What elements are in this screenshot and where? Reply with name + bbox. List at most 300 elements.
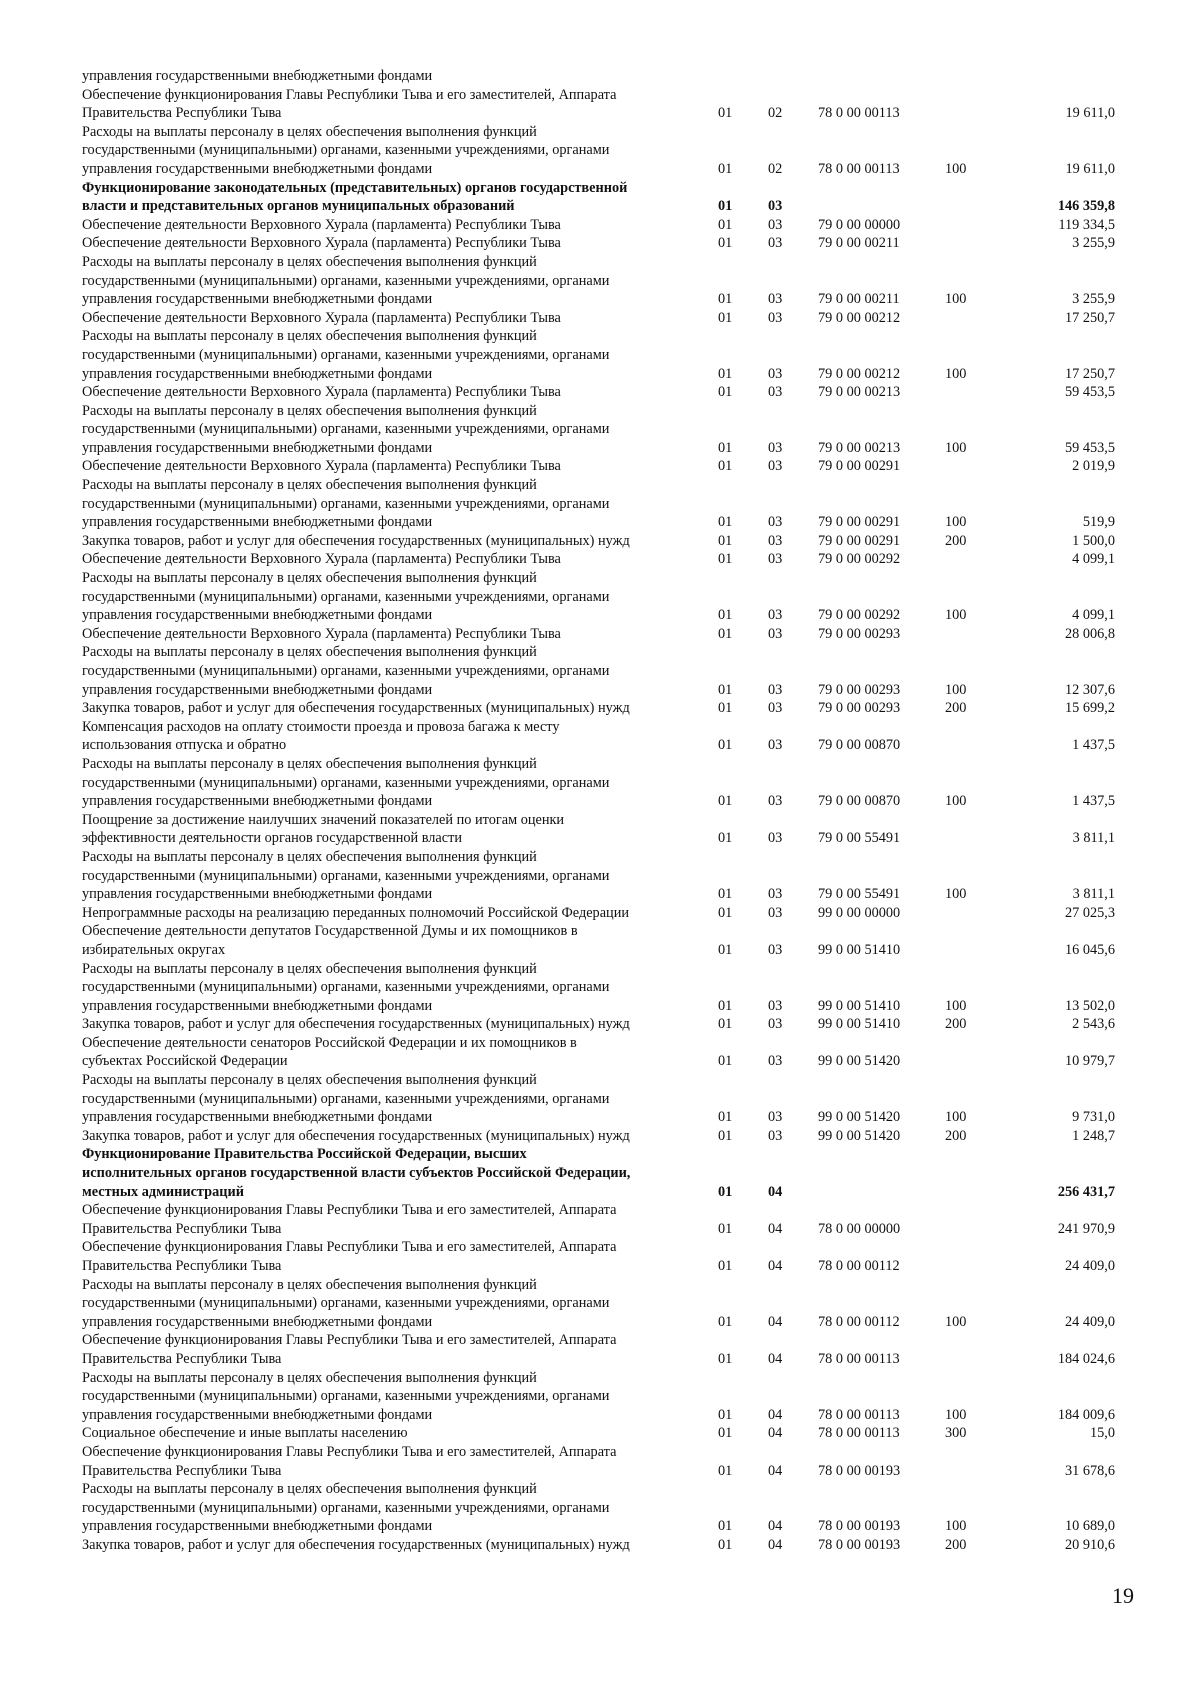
table-row: [82, 811, 1132, 830]
row-target-article-cell: 79 0 00 00000: [818, 216, 901, 233]
row-name-cell: Поощрение за достижение наилучших значений показателей по итогам оценки: [82, 811, 565, 828]
row-amount-cell: 31 678,6: [1064, 1462, 1115, 1479]
row-subsection-cell: 03: [768, 941, 783, 958]
table-row: [82, 1127, 1132, 1146]
row-target-article-cell: 79 0 00 55491: [818, 830, 901, 847]
row-name-cell: Компенсация расходов на оплату стоимости проезда и провоза багажа к месту: [82, 718, 560, 735]
table-row: [82, 1201, 1132, 1220]
row-name-cell: Правительства Республики Тыва: [82, 1220, 282, 1237]
row-subsection-cell: 04: [768, 1183, 783, 1200]
row-amount-cell: 256 431,7: [1057, 1183, 1115, 1200]
row-name-cell: Функционирование Правительства Российской Федерации, высших: [82, 1146, 527, 1163]
row-section-cell: 01: [718, 551, 733, 568]
row-subsection-cell: 03: [768, 607, 783, 624]
row-section-cell: 01: [718, 1220, 733, 1237]
row-section-cell: 01: [718, 309, 733, 326]
row-target-article-cell: 79 0 00 00293: [818, 700, 901, 717]
row-name-cell: Обеспечение деятельности депутатов Государственной Думы и их помощников в: [82, 923, 578, 940]
row-name-cell: Расходы на выплаты персоналу в целях обеспечения выполнения функций: [82, 644, 537, 661]
row-expense-type-cell: 100: [945, 439, 967, 456]
row-name-cell: управления государственными внебюджетными фондами: [82, 439, 433, 456]
row-section-cell: 01: [718, 830, 733, 847]
row-section-cell: 01: [718, 514, 733, 531]
table-row: [82, 1071, 1132, 1090]
row-name-cell: государственными (муниципальными) органами, казенными учреждениями, органами: [82, 495, 610, 512]
row-section-cell: 01: [718, 1313, 733, 1330]
table-row: [82, 885, 1132, 904]
row-name-cell: Закупка товаров, работ и услуг для обеспечения государственных (муниципальных) нужд: [82, 532, 630, 549]
row-section-cell: 01: [718, 700, 733, 717]
table-row: [82, 867, 1132, 886]
table-row: [82, 86, 1132, 105]
row-subsection-cell: 03: [768, 216, 783, 233]
row-target-article-cell: 79 0 00 00213: [818, 384, 901, 401]
row-subsection-cell: 03: [768, 886, 783, 903]
row-name-cell: государственными (муниципальными) органами, казенными учреждениями, органами: [82, 1295, 610, 1312]
row-expense-type-cell: 200: [945, 1016, 967, 1033]
row-subsection-cell: 03: [768, 1016, 783, 1033]
row-name-cell: использования отпуска и обратно: [82, 737, 287, 754]
row-name-cell: Правительства Республики Тыва: [82, 1258, 282, 1274]
row-target-article-cell: 99 0 00 51420: [818, 1127, 901, 1144]
table-row: [82, 1536, 1132, 1555]
row-name-cell: государственными (муниципальными) органами, казенными учреждениями, органами: [82, 346, 610, 363]
row-subsection-cell: 03: [768, 235, 783, 252]
table-row: [82, 978, 1132, 997]
row-amount-cell: 12 307,6: [1064, 681, 1115, 698]
row-name-cell: Правительства Республики Тыва: [82, 1350, 282, 1367]
row-subsection-cell: 04: [768, 1536, 783, 1553]
row-subsection-cell: 04: [768, 1425, 783, 1442]
row-target-article-cell: 78 0 00 00112: [818, 1313, 900, 1330]
table-row: [82, 625, 1132, 644]
table-row: [82, 1369, 1132, 1388]
table-row: [82, 197, 1132, 216]
row-expense-type-cell: 100: [945, 793, 967, 810]
table-row: [82, 1108, 1132, 1127]
row-name-cell: управления государственными внебюджетными фондами: [82, 886, 433, 903]
row-amount-cell: 519,9: [1082, 514, 1115, 531]
row-amount-cell: 1 437,5: [1072, 793, 1115, 810]
table-row: [82, 774, 1132, 793]
row-subsection-cell: 03: [768, 737, 783, 754]
row-name-cell: Обеспечение функционирования Главы Республики Тыва и его заместителей, Аппарата: [82, 1443, 617, 1460]
row-section-cell: 01: [718, 1518, 733, 1535]
row-section-cell: 01: [718, 1406, 733, 1423]
table-row: [82, 699, 1132, 718]
row-subsection-cell: 03: [768, 1053, 783, 1070]
row-section-cell: 01: [718, 1127, 733, 1144]
row-name-cell: управления государственными внебюджетными фондами: [82, 365, 433, 382]
row-name-cell: Расходы на выплаты персоналу в целях обеспечения выполнения функций: [82, 1369, 537, 1386]
row-name-cell: государственными (муниципальными) органами, казенными учреждениями, органами: [82, 774, 610, 791]
row-subsection-cell: 03: [768, 532, 783, 549]
row-section-cell: 01: [718, 625, 733, 642]
row-amount-cell: 13 502,0: [1064, 997, 1115, 1014]
table-row: [82, 179, 1132, 198]
row-name-cell: Расходы на выплаты персоналу в целях обеспечения выполнения функций: [82, 253, 537, 270]
row-name-cell: Обеспечение деятельности Верховного Хурала (парламента) Республики Тыва: [82, 309, 561, 326]
table-row: [82, 755, 1132, 774]
table-row: [82, 383, 1132, 402]
row-subsection-cell: 04: [768, 1462, 783, 1479]
row-section-cell: 01: [718, 941, 733, 958]
row-name-cell: управления государственными внебюджетными фондами: [82, 681, 433, 698]
row-subsection-cell: 03: [768, 551, 783, 568]
row-expense-type-cell: 100: [945, 160, 967, 177]
row-name-cell: Обеспечение деятельности Верховного Хурала (парламента) Республики Тыва: [82, 625, 561, 642]
row-amount-cell: 3 255,9: [1072, 235, 1115, 252]
row-name-cell: государственными (муниципальными) органами, казенными учреждениями, органами: [82, 867, 610, 884]
row-expense-type-cell: 100: [945, 607, 967, 624]
row-name-cell: Закупка товаров, работ и услуг для обеспечения государственных (муниципальных) нужд: [82, 1016, 630, 1033]
row-name-cell: Расходы на выплаты персоналу в целях обеспечения выполнения функций: [82, 1276, 537, 1293]
row-expense-type-cell: 100: [945, 365, 967, 382]
row-name-cell: государственными (муниципальными) органами, казенными учреждениями, органами: [82, 1090, 610, 1107]
row-name-cell: управления государственными внебюджетными фондами: [82, 997, 433, 1014]
row-subsection-cell: 03: [768, 458, 783, 475]
table-row: [82, 1350, 1132, 1369]
table-row: [82, 1052, 1132, 1071]
row-section-cell: 01: [718, 1536, 733, 1553]
row-subsection-cell: 02: [768, 105, 783, 122]
row-target-article-cell: 79 0 00 00293: [818, 681, 901, 698]
row-target-article-cell: 99 0 00 51420: [818, 1053, 901, 1070]
row-name-cell: Обеспечение деятельности Верховного Хурала (парламента) Республики Тыва: [82, 551, 561, 568]
row-section-cell: 01: [718, 997, 733, 1014]
row-name-cell: Закупка товаров, работ и услуг для обеспечения государственных (муниципальных) нужд: [82, 700, 630, 717]
row-name-cell: Расходы на выплаты персоналу в целях обеспечения выполнения функций: [82, 960, 537, 977]
row-subsection-cell: 03: [768, 514, 783, 531]
row-expense-type-cell: 100: [945, 1313, 967, 1330]
row-subsection-cell: 03: [768, 291, 783, 308]
table-row: [82, 327, 1132, 346]
row-subsection-cell: 03: [768, 997, 783, 1014]
row-expense-type-cell: 200: [945, 532, 967, 549]
row-subsection-cell: 03: [768, 384, 783, 401]
row-name-cell: Расходы на выплаты персоналу в целях обеспечения выполнения функций: [82, 1481, 537, 1498]
table-row: [82, 922, 1132, 941]
row-amount-cell: 184 009,6: [1057, 1406, 1115, 1423]
row-name-cell: Обеспечение функционирования Главы Республики Тыва и его заместителей, Аппарата: [82, 1332, 617, 1349]
row-amount-cell: 24 409,0: [1064, 1313, 1115, 1330]
row-subsection-cell: 04: [768, 1258, 783, 1274]
row-expense-type-cell: 300: [945, 1425, 967, 1442]
row-subsection-cell: 03: [768, 439, 783, 456]
row-target-article-cell: 78 0 00 00113: [818, 1406, 900, 1423]
row-amount-cell: 17 250,7: [1064, 309, 1115, 326]
row-name-cell: Обеспечение деятельности Верховного Хурала (парламента) Республики Тыва: [82, 384, 561, 401]
row-expense-type-cell: 100: [945, 514, 967, 531]
row-target-article-cell: 78 0 00 00113: [818, 160, 900, 177]
row-amount-cell: 24 409,0: [1064, 1258, 1115, 1274]
row-amount-cell: 241 970,9: [1057, 1220, 1115, 1237]
row-subsection-cell: 03: [768, 625, 783, 642]
row-amount-cell: 10 979,7: [1064, 1053, 1115, 1070]
table-row: [82, 829, 1132, 848]
row-subsection-cell: 03: [768, 198, 783, 215]
row-target-article-cell: 79 0 00 00870: [818, 737, 901, 754]
row-target-article-cell: 78 0 00 00113: [818, 1350, 900, 1367]
row-amount-cell: 27 025,3: [1064, 904, 1115, 921]
row-name-cell: управления государственными внебюджетными фондами: [82, 607, 433, 624]
row-amount-cell: 2 019,9: [1072, 458, 1115, 475]
row-amount-cell: 10 689,0: [1064, 1518, 1115, 1535]
table-row: [82, 1090, 1132, 1109]
row-section-cell: 01: [718, 105, 733, 122]
table-row: [82, 1238, 1132, 1257]
row-amount-cell: 28 006,8: [1064, 625, 1115, 642]
row-expense-type-cell: 100: [945, 291, 967, 308]
row-amount-cell: 3 811,1: [1072, 830, 1115, 847]
row-section-cell: 01: [718, 160, 733, 177]
row-amount-cell: 9 731,0: [1072, 1109, 1115, 1126]
row-target-article-cell: 79 0 00 00291: [818, 532, 901, 549]
table-row: [82, 681, 1132, 700]
table-row: [82, 1480, 1132, 1499]
row-subsection-cell: 03: [768, 830, 783, 847]
row-subsection-cell: 04: [768, 1406, 783, 1423]
table-row: [82, 1015, 1132, 1034]
table-row: [82, 234, 1132, 253]
row-name-cell: Обеспечение деятельности Верховного Хурала (парламента) Республики Тыва: [82, 458, 561, 475]
table-row: [82, 569, 1132, 588]
table-row: [82, 792, 1132, 811]
row-expense-type-cell: 100: [945, 1109, 967, 1126]
row-name-cell: Обеспечение деятельности Верховного Хурала (парламента) Республики Тыва: [82, 235, 561, 252]
row-name-cell: Функционирование законодательных (представительных) органов государственной: [82, 179, 628, 196]
row-name-cell: Социальное обеспечение и иные выплаты населению: [82, 1425, 408, 1442]
row-section-cell: 01: [718, 458, 733, 475]
row-section-cell: 01: [718, 384, 733, 401]
row-name-cell: Обеспечение деятельности сенаторов Российской Федерации и их помощников в: [82, 1034, 577, 1051]
row-subsection-cell: 03: [768, 1127, 783, 1144]
row-section-cell: 01: [718, 1258, 733, 1274]
row-subsection-cell: 03: [768, 681, 783, 698]
row-target-article-cell: 78 0 00 00000: [818, 1220, 901, 1237]
row-name-cell: Расходы на выплаты персоналу в целях обеспечения выполнения функций: [82, 402, 537, 419]
row-name-cell: местных администраций: [82, 1183, 244, 1200]
row-target-article-cell: 78 0 00 00193: [818, 1462, 901, 1479]
budget-table: [82, 67, 1132, 1555]
row-name-cell: власти и представительных органов муниципальных образований: [82, 198, 515, 215]
row-target-article-cell: 99 0 00 51420: [818, 1109, 901, 1126]
row-name-cell: управления государственными внебюджетными фондами: [82, 1406, 433, 1423]
table-row: [82, 997, 1132, 1016]
table-row: [82, 643, 1132, 662]
table-row: [82, 960, 1132, 979]
row-subsection-cell: 03: [768, 309, 783, 326]
row-name-cell: управления государственными внебюджетными фондами: [82, 514, 433, 531]
row-name-cell: государственными (муниципальными) органами, казенными учреждениями, органами: [82, 663, 610, 679]
row-expense-type-cell: 200: [945, 700, 967, 717]
table-row: [82, 1220, 1132, 1239]
table-row: [82, 1517, 1132, 1536]
table-row: [82, 588, 1132, 607]
row-amount-cell: 15,0: [1089, 1425, 1115, 1442]
row-target-article-cell: 79 0 00 00293: [818, 625, 901, 642]
table-row: [82, 941, 1132, 960]
row-amount-cell: 20 910,6: [1064, 1536, 1115, 1553]
row-amount-cell: 184 024,6: [1057, 1350, 1115, 1367]
row-name-cell: Расходы на выплаты персоналу в целях обеспечения выполнения функций: [82, 328, 537, 345]
row-subsection-cell: 03: [768, 793, 783, 810]
row-section-cell: 01: [718, 681, 733, 698]
row-amount-cell: 1 437,5: [1072, 737, 1115, 754]
page-number: 19: [1112, 1583, 1134, 1608]
row-amount-cell: 4 099,1: [1072, 607, 1115, 624]
table-row: [82, 606, 1132, 625]
row-name-cell: управления государственными внебюджетными фондами: [82, 1109, 433, 1126]
table-row: [82, 1034, 1132, 1053]
table-row: [82, 272, 1132, 291]
row-name-cell: Закупка товаров, работ и услуг для обеспечения государственных (муниципальных) нужд: [82, 1536, 630, 1553]
row-expense-type-cell: 200: [945, 1127, 967, 1144]
row-name-cell: государственными (муниципальными) органами, казенными учреждениями, органами: [82, 421, 610, 438]
table-row: [82, 1331, 1132, 1350]
table-row: [82, 1294, 1132, 1313]
table-row: [82, 346, 1132, 365]
row-name-cell: Закупка товаров, работ и услуг для обеспечения государственных (муниципальных) нужд: [82, 1127, 630, 1144]
row-subsection-cell: 03: [768, 904, 783, 921]
row-name-cell: Расходы на выплаты персоналу в целях обеспечения выполнения функций: [82, 848, 537, 865]
row-section-cell: 01: [718, 439, 733, 456]
row-name-cell: государственными (муниципальными) органами, казенными учреждениями, органами: [82, 142, 610, 159]
row-subsection-cell: 04: [768, 1518, 783, 1535]
row-name-cell: Обеспечение функционирования Главы Республики Тыва и его заместителей, Аппарата: [82, 86, 617, 103]
row-target-article-cell: 79 0 00 00870: [818, 793, 901, 810]
row-target-article-cell: 79 0 00 00291: [818, 514, 901, 531]
table-row: [82, 1499, 1132, 1518]
row-target-article-cell: 99 0 00 51410: [818, 997, 901, 1014]
row-name-cell: управления государственными внебюджетными фондами: [82, 68, 433, 84]
row-target-article-cell: 79 0 00 00291: [818, 458, 901, 475]
row-name-cell: Правительства Республики Тыва: [82, 105, 282, 122]
table-row: [82, 253, 1132, 272]
table-row: [82, 1276, 1132, 1295]
table-row: [82, 848, 1132, 867]
row-subsection-cell: 03: [768, 365, 783, 382]
row-name-cell: Непрограммные расходы на реализацию переданных полномочий Российской Федерации: [82, 904, 630, 921]
row-section-cell: 01: [718, 904, 733, 921]
table-row: [82, 736, 1132, 755]
table-row: [82, 141, 1132, 160]
row-name-cell: избирательных округах: [82, 941, 226, 958]
row-name-cell: государственными (муниципальными) органами, казенными учреждениями, органами: [82, 1499, 610, 1516]
table-row: [82, 718, 1132, 737]
row-target-article-cell: 99 0 00 51410: [818, 1016, 901, 1033]
row-section-cell: 01: [718, 235, 733, 252]
table-row: [82, 1443, 1132, 1462]
table-row: [82, 662, 1132, 681]
row-target-article-cell: 79 0 00 55491: [818, 886, 901, 903]
row-target-article-cell: 78 0 00 00193: [818, 1536, 901, 1553]
table-row: [82, 104, 1132, 123]
row-amount-cell: 59 453,5: [1064, 439, 1115, 456]
row-name-cell: управления государственными внебюджетными фондами: [82, 291, 433, 308]
row-section-cell: 01: [718, 532, 733, 549]
table-row: [82, 1164, 1132, 1183]
table-row: [82, 1145, 1132, 1164]
row-target-article-cell: 99 0 00 51410: [818, 941, 901, 958]
row-target-article-cell: 79 0 00 00213: [818, 439, 901, 456]
row-name-cell: Обеспечение функционирования Главы Республики Тыва и его заместителей, Аппарата: [82, 1202, 617, 1219]
table-row: [82, 495, 1132, 514]
row-section-cell: 01: [718, 1425, 733, 1442]
row-section-cell: 01: [718, 216, 733, 233]
table-row: [82, 290, 1132, 309]
row-target-article-cell: 79 0 00 00292: [818, 551, 901, 568]
table-row: [82, 1387, 1132, 1406]
row-name-cell: Расходы на выплаты персоналу в целях обеспечения выполнения функций: [82, 477, 537, 494]
table-row: [82, 123, 1132, 142]
row-expense-type-cell: 100: [945, 997, 967, 1014]
row-subsection-cell: 03: [768, 1109, 783, 1126]
row-amount-cell: 119 334,5: [1058, 216, 1115, 233]
table-row: [82, 439, 1132, 458]
row-name-cell: государственными (муниципальными) органами, казенными учреждениями, органами: [82, 588, 610, 605]
row-expense-type-cell: 200: [945, 1536, 967, 1553]
row-amount-cell: 59 453,5: [1064, 384, 1115, 401]
row-target-article-cell: 79 0 00 00211: [818, 291, 900, 308]
row-name-cell: государственными (муниципальными) органами, казенными учреждениями, органами: [82, 1388, 610, 1405]
row-subsection-cell: 04: [768, 1220, 783, 1237]
row-target-article-cell: 78 0 00 00193: [818, 1518, 901, 1535]
table-row: [82, 532, 1132, 551]
row-amount-cell: 1 500,0: [1072, 532, 1115, 549]
row-name-cell: управления государственными внебюджетными фондами: [82, 793, 433, 810]
row-amount-cell: 3 811,1: [1072, 886, 1115, 903]
row-name-cell: эффективности деятельности органов государственной власти: [82, 830, 463, 847]
table-row: [82, 1313, 1132, 1332]
row-subsection-cell: 03: [768, 700, 783, 717]
row-amount-cell: 146 359,8: [1057, 198, 1115, 215]
row-name-cell: государственными (муниципальными) органами, казенными учреждениями, органами: [82, 979, 610, 996]
row-amount-cell: 1 248,7: [1072, 1127, 1115, 1144]
table-row: [82, 216, 1132, 235]
row-section-cell: 01: [718, 886, 733, 903]
row-expense-type-cell: 100: [945, 1518, 967, 1535]
table-row: [82, 1183, 1132, 1202]
row-target-article-cell: 78 0 00 00113: [818, 1425, 900, 1442]
row-section-cell: 01: [718, 1350, 733, 1367]
row-expense-type-cell: 100: [945, 886, 967, 903]
table-row: [82, 550, 1132, 569]
row-name-cell: Обеспечение функционирования Главы Республики Тыва и его заместителей, Аппарата: [82, 1239, 617, 1256]
row-name-cell: Обеспечение деятельности Верховного Хурала (парламента) Республики Тыва: [82, 216, 561, 233]
row-section-cell: 01: [718, 737, 733, 754]
row-expense-type-cell: 100: [945, 1406, 967, 1423]
table-row: [82, 365, 1132, 384]
row-name-cell: управления государственными внебюджетными фондами: [82, 1313, 433, 1330]
table-row: [82, 309, 1132, 328]
row-name-cell: государственными (муниципальными) органами, казенными учреждениями, органами: [82, 272, 610, 289]
table-row: [82, 1406, 1132, 1425]
row-name-cell: Расходы на выплаты персоналу в целях обеспечения выполнения функций: [82, 570, 537, 587]
row-name-cell: управления государственными внебюджетными фондами: [82, 160, 433, 177]
table-row: [82, 476, 1132, 495]
row-section-cell: 01: [718, 1183, 733, 1200]
row-amount-cell: 3 255,9: [1072, 291, 1115, 308]
row-target-article-cell: 79 0 00 00212: [818, 309, 901, 326]
table-row: [82, 1424, 1132, 1443]
row-amount-cell: 2 543,6: [1072, 1016, 1115, 1033]
row-name-cell: Правительства Республики Тыва: [82, 1462, 282, 1479]
row-amount-cell: 19 611,0: [1065, 105, 1115, 122]
row-name-cell: Расходы на выплаты персоналу в целях обеспечения выполнения функций: [82, 123, 537, 140]
row-section-cell: 01: [718, 365, 733, 382]
row-expense-type-cell: 100: [945, 681, 967, 698]
